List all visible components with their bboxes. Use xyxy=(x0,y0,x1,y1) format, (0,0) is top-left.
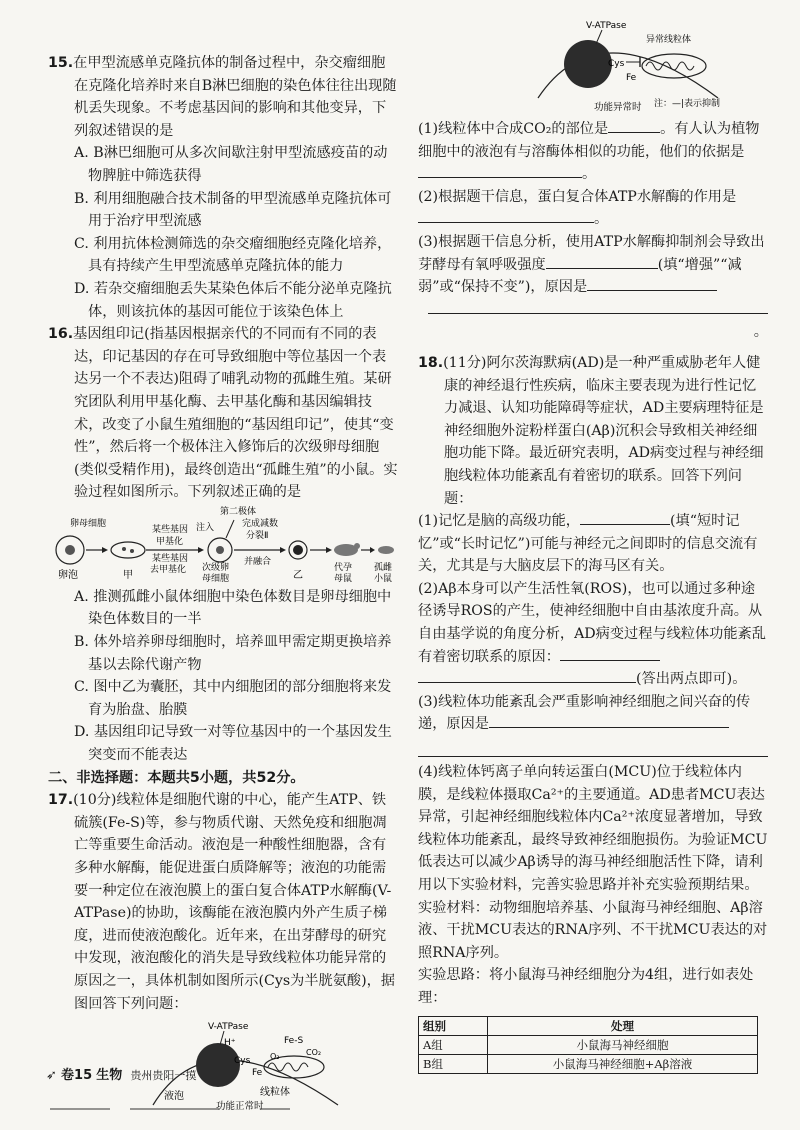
polar-body-label: 第二极体 xyxy=(220,506,257,517)
table-header-row xyxy=(419,1016,758,1035)
normal-caption: 功能正常时 xyxy=(216,1101,264,1112)
parthenogenetic-mouse-label-1: 孤雌 xyxy=(374,562,393,573)
demethylation-label: 去甲基化 xyxy=(150,564,187,575)
q18-blank-4[interactable] xyxy=(489,713,729,728)
q18-blank-2[interactable] xyxy=(560,646,660,661)
q16-figure xyxy=(48,506,398,584)
gene-label-1: 某些基因 xyxy=(152,524,189,535)
footer-leaf-icon: ➶ xyxy=(46,1068,57,1083)
page-footer xyxy=(46,1064,196,1083)
question-18-number: 18. xyxy=(418,354,444,371)
table-cell-treatment: 小鼠海马神经细胞 xyxy=(488,1035,758,1054)
parthenogenetic-mouse-label-2: 小鼠 xyxy=(374,573,393,584)
abnormal-mitochondria-label: 异常线粒体 xyxy=(646,35,692,45)
table-row xyxy=(419,1054,758,1073)
abnormal-vatpase-label: V-ATPase xyxy=(586,21,627,31)
q17-figure-abnormal xyxy=(418,14,768,118)
footer-volume: 卷15 xyxy=(61,1068,93,1083)
q18-answer-line[interactable] xyxy=(418,738,768,757)
fe-label: Fe xyxy=(252,1068,263,1079)
methylation-label: 甲基化 xyxy=(156,536,184,547)
right-column xyxy=(418,21,768,1074)
secondary-oocyte-label-1: 次级卵 xyxy=(202,562,230,573)
follicle-label: 卵泡 xyxy=(58,569,78,581)
abnormal-caption: 功能异常时 xyxy=(594,102,642,113)
question-17-stem: 17.(10分)线粒体是细胞代谢的中心，能产生ATP、铁硫簇(Fe-S)等，参与物质代谢、天然免疫和细胞凋亡等重要生命活动。液泡是一种酸性细胞器，含有多种水解酶，能促进蛋白质降解等；液泡的功能需要一种定位在液泡膜上的蛋白复合体ATP水解酶(V-ATPase)的协助，该酶能在液泡膜内外产生质子梯度，进而使液泡酸化。近年来，在出芽酵母的研究中发现，液泡酸化的消失是导致线粒体功能异常的原因之一，具体机制如图所示(Cys为半胱氨酸)，据图回答下列问题： xyxy=(48,792,395,1012)
embryo-yi-label: 乙 xyxy=(293,569,303,581)
question-15-number: 15. xyxy=(48,55,74,71)
section-2-heading: 二、非选择题：本题共5小题，共52分。 xyxy=(48,769,305,786)
abnormal-cys-label: Cys xyxy=(608,59,625,69)
fusion-label: 并融合 xyxy=(244,556,272,567)
dish-jia-label: 甲 xyxy=(123,569,133,581)
q18-part1: (1)记忆是脑的高级功能， (填“短时记忆”或“长时记忆”)可能与神经元之间即时的信息交流有关，尤其是与大脑皮层下的海马区有关。 xyxy=(418,510,768,578)
q18-treatment-table xyxy=(418,1016,758,1074)
q15-option-a: A. B淋巴细胞可从多次间歇注射甲型流感疫苗的动物脾脏中筛选获得 xyxy=(74,145,388,184)
surrogate-label-2: 母鼠 xyxy=(334,573,353,584)
secondary-oocyte-label-2: 母细胞 xyxy=(202,573,230,584)
cys-label: Cys xyxy=(234,1056,251,1067)
table-header-group: 组别 xyxy=(419,1016,488,1035)
inhibition-note: 注：—|表示抑制 xyxy=(654,99,721,109)
q17-blank-5[interactable] xyxy=(587,276,717,291)
left-column xyxy=(48,52,398,1111)
q17-part3: (3)根据题干信息分析，使用ATP水解酶抑制剂会导致出芽酵母有氧呼吸强度 (填“增强”“减弱”或“保持不变”)，原因是 xyxy=(418,233,765,296)
q17-blank-2[interactable] xyxy=(418,163,582,178)
q18-materials: 实验材料：动物细胞培养基、小鼠海马神经细胞、Aβ溶液、干扰MCU表达的RNA序列、不干扰MCU表达的对照RNA序列。 xyxy=(418,899,768,961)
o2-label: O₂ xyxy=(270,1052,280,1062)
q17-blank-4[interactable] xyxy=(546,254,658,269)
abnormal-fe-label: Fe xyxy=(626,73,637,83)
q18-blank-1[interactable] xyxy=(580,510,670,525)
q18-experiment-idea: 实验思路：将小鼠海马神经细胞分为4组，进行如表处理： xyxy=(418,967,754,1006)
q18-part2-line: (答出两点即可)。 xyxy=(418,668,768,691)
q16-option-b: B. 体外培养卵母细胞时，培养皿甲需定期更换培养基以去除代谢产物 xyxy=(74,634,392,673)
q18-blank-3[interactable] xyxy=(418,668,636,683)
q15-option-b: B. 利用细胞融合技术制备的甲型流感单克隆抗体可用于治疗甲型流感 xyxy=(74,190,392,230)
q16-option-c: C. 图中乙为囊胚，其中内细胞团的部分细胞将来发育为胎盘、胎膜 xyxy=(74,679,392,718)
q16-option-d: D. 基因组印记导致一对等位基因中的一个基因发生突变而不能表达 xyxy=(74,724,392,764)
vatpase-label: V-ATPase xyxy=(208,1022,249,1033)
footer-subject: 生物 xyxy=(96,1068,123,1083)
q17-part3-end: 。 xyxy=(418,299,768,344)
q17-part2: (2)根据题干信息，蛋白复合体ATP水解酶的作用是。 xyxy=(418,188,737,228)
question-16-stem: 16.基因组印记(指基因根据亲代的不同而有不同的表达，印记基因的存在可导致细胞中等位基因一个表达另一个不表达)阻碍了哺乳动物的孤雌生殖。某研究团队利用甲基化酶、去甲基化酶和基因编辑技术，改变了小鼠生殖细胞的“基因组印记”，使其“变性”，然后将一个极体注入修饰后的次级卵母细胞(类似受精作用)，最终创造出“孤雌生殖”的小鼠。实验过程如图所示。下列叙述正确的是 xyxy=(48,326,398,501)
inject-label: 注入 xyxy=(196,522,215,533)
q15-option-d: D. 若杂交瘤细胞丢失某染色体后不能分泌单克隆抗体，则该抗体的基因可能位于该染色体上 xyxy=(74,280,392,320)
table-cell-group: A组 xyxy=(419,1035,488,1054)
question-15-stem: 15.在甲型流感单克隆抗体的制备过程中，杂交瘤细胞在克隆化培养时来自B淋巴细胞的染色体往往出现随机丢失现象。不考虑基因间的影响和其他变异，下列叙述错误的是 xyxy=(48,55,397,139)
co2-label: CO₂ xyxy=(306,1048,322,1058)
q17-blank-1[interactable] xyxy=(608,118,660,133)
proton-label: H⁺ xyxy=(224,1038,236,1049)
q18-part2: (2)Aβ本身可以产生活性氧(ROS)，也可以通过多种途径诱导ROS的产生，使神经细胞中自由基浓度升高。从自由基学说的角度分析，AD病变过程与线粒体功能紊乱有着密切联系的原因： xyxy=(418,580,766,665)
q18-part3: (3)线粒体功能紊乱会严重影响神经细胞之间兴奋的传递，原因是 xyxy=(418,693,751,733)
surrogate-label-1: 代孕 xyxy=(334,562,353,573)
table-cell-treatment: 小鼠海马神经细胞+Aβ溶液 xyxy=(488,1054,758,1073)
footer-region: 贵州贵阳一摸 xyxy=(130,1069,197,1082)
table-cell-group: B组 xyxy=(419,1054,488,1073)
q15-option-c: C. 利用抗体检测筛选的杂交瘤细胞经克隆化培养，具有持续产生甲型流感单克隆抗体的能力 xyxy=(74,235,392,275)
q17-blank-6[interactable] xyxy=(428,299,768,314)
q17-part1: (1)线粒体中合成CO₂的部位是 。有人认为植物细胞中的液泡有与溶酶体相似的功能，他们的依据是。 xyxy=(418,118,768,186)
vacuole-label: 液泡 xyxy=(164,1091,184,1103)
q17-blank-3[interactable] xyxy=(418,208,594,223)
footer-rule xyxy=(50,1108,350,1110)
meiosis-label-2: 分裂Ⅱ xyxy=(246,530,269,541)
mitochondria-label: 线粒体 xyxy=(260,1087,290,1099)
question-18-stem: 18.(11分)阿尔茨海默病(AD)是一种严重威胁老年人健康的神经退行性疾病，临床主要表现为进行性记忆力减退、认知功能障碍等症状，AD主要病理特征是神经细胞外淀粉样蛋白(Aβ)沉积会导致相关神经细胞功能下降。最近研究表明，AD病变过程与神经细胞线粒体功能紊乱有着密切的联系。回答下列问题： xyxy=(418,354,764,507)
meiosis-label-1: 完成减数 xyxy=(242,518,279,529)
oocyte-label: 卵母细胞 xyxy=(70,518,107,529)
table-header-treatment: 处理 xyxy=(488,1016,758,1035)
q18-part4: (4)线粒体钙离子单向转运蛋白(MCU)位于线粒体内膜，是线粒体摄取Ca²⁺的主要通道。AD患者MCU表达异常，引起神经细胞线粒体内Ca²⁺浓度显著增加，导致线粒体功能紊乱，最终导致神经细胞损伤。为验证MCU低表达可以减少Aβ诱导的海马神经细胞活性下降，请利用以下实验材料，完善实验思路并补充实验预期结果。 xyxy=(418,764,768,893)
table-row xyxy=(419,1035,758,1054)
q16-option-a: A. 推测孤雌小鼠体细胞中染色体数目是卵母细胞中染色体数目的一半 xyxy=(74,588,392,628)
fes-label: Fe-S xyxy=(284,1036,304,1047)
question-17-number: 17. xyxy=(48,792,74,809)
gene-label-2: 某些基因 xyxy=(152,553,189,564)
question-16-number: 16. xyxy=(48,326,74,343)
